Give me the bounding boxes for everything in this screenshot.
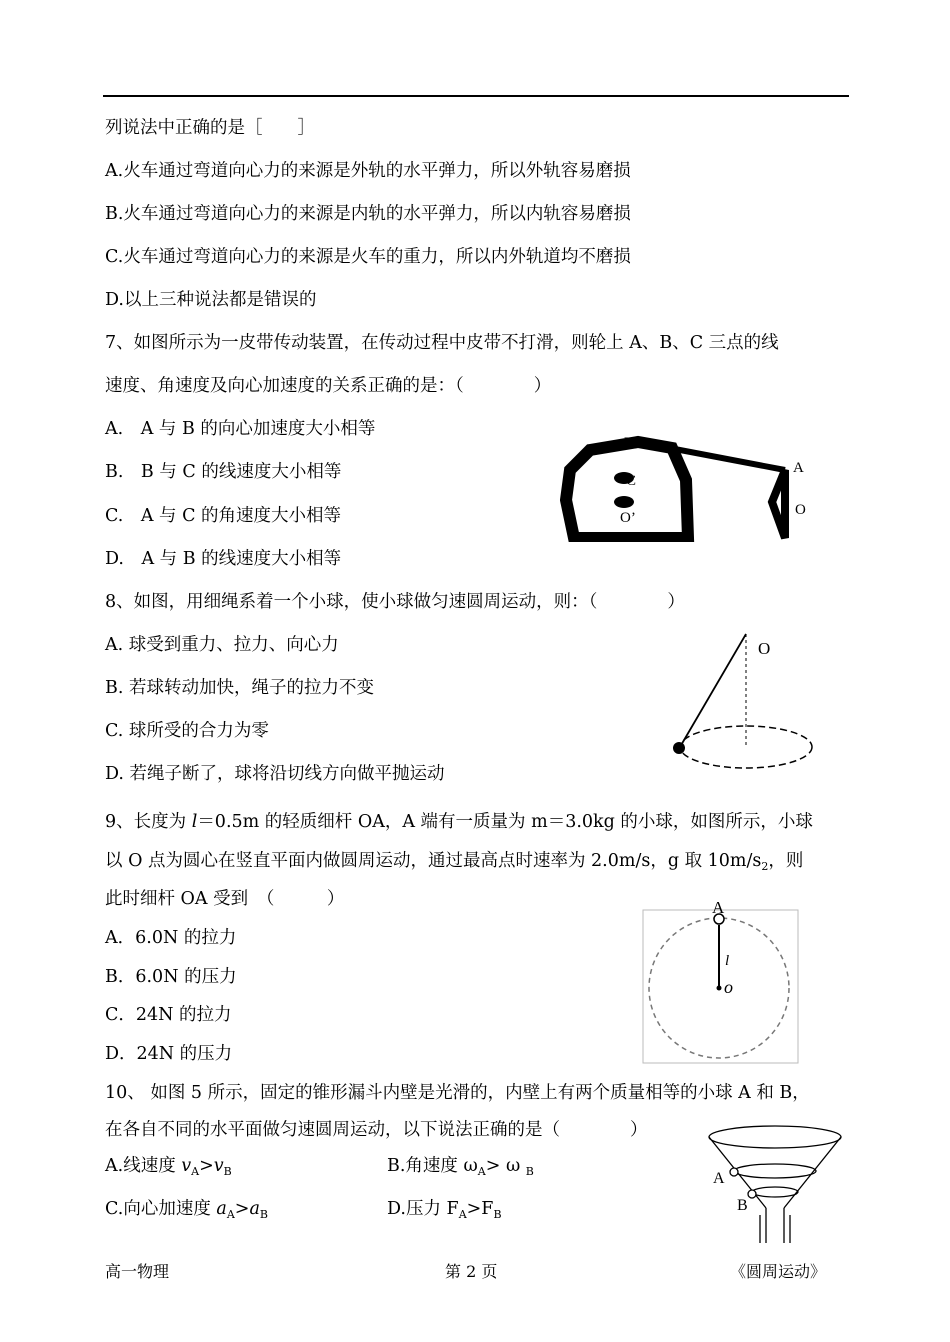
q10-option-b: B.角速度 $\omega_A> \omega$ $_B$ bbox=[387, 1156, 534, 1178]
q9-option-b: B．6.0N 的压力 bbox=[105, 967, 237, 987]
belt-label-b: B bbox=[624, 435, 635, 451]
rod-label-a: A bbox=[712, 898, 725, 917]
q9-stem-line3: 此时细杆 OA 受到 （ ） bbox=[105, 889, 345, 909]
q9-stem-line2: 以 O 点为圆心在竖直平面内做圆周运动，通过最高点时速率为 2.0m/s，g 取 $10m/s_2$，则 bbox=[105, 851, 804, 873]
footer-page-number: 第 2 页 bbox=[445, 1262, 498, 1281]
rod-label-l: l bbox=[725, 953, 730, 969]
q6-stem: 列说法中正确的是［ ］ bbox=[105, 118, 315, 138]
q8-stem: 8、如图，用细绳系着一个小球，使小球做匀速圆周运动，则：（ ） bbox=[105, 592, 685, 612]
q6-option-c: C.火车通过弯道向心力的来源是火车的重力，所以内外轨道均不磨损 bbox=[105, 247, 631, 267]
rod-label-o: o bbox=[724, 977, 733, 997]
header-rule bbox=[103, 95, 849, 97]
q10-option-c: C.向心加速度 $a_A>a_B$ bbox=[105, 1199, 268, 1221]
belt-label-a: A bbox=[793, 460, 804, 476]
q7-option-c: C. A 与 C 的角速度大小相等 bbox=[105, 506, 342, 526]
belt-drive-figure bbox=[560, 430, 820, 542]
funnel-figure bbox=[700, 1115, 845, 1245]
q9-stem-line1: 9、长度为 l＝0.5m 的轻质细杆 OA，A 端有一质量为 m＝3.0kg 的小球，如图所示，小球 bbox=[105, 812, 813, 832]
q7-stem-line1: 7、如图所示为一皮带传动装置，在传动过程中皮带不打滑，则轮上 A、B、C 三点的线 bbox=[105, 333, 779, 353]
conical-pendulum-figure bbox=[660, 630, 820, 775]
q10-stem-line1: 10、 如图 5 所示，固定的锥形漏斗内壁是光滑的，内壁上有两个质量相等的小球 A 和 B， bbox=[105, 1083, 810, 1103]
q8-option-c: C. 球所受的合力为零 bbox=[105, 721, 269, 741]
q6-option-a: A.火车通过弯道向心力的来源是外轨的水平弹力，所以外轨容易磨损 bbox=[105, 161, 631, 181]
q7-stem-line2: 速度、角速度及向心加速度的关系正确的是：（ ） bbox=[105, 376, 552, 396]
q8-option-b: B. 若球转动加快，绳子的拉力不变 bbox=[105, 678, 374, 698]
q10-option-a: A.线速度 $v_A>v_B$ bbox=[105, 1156, 232, 1178]
funnel-label-b: B bbox=[737, 1197, 748, 1214]
q9-option-d: D．24N 的压力 bbox=[105, 1044, 233, 1064]
footer-subject: 高一物理 bbox=[105, 1262, 170, 1281]
q8-option-a: A. 球受到重力、拉力、向心力 bbox=[105, 635, 339, 655]
belt-label-o: O bbox=[795, 502, 806, 518]
q10-stem-line2: 在各自不同的水平面做匀速圆周运动，以下说法正确的是（ ） bbox=[105, 1120, 648, 1140]
q9-option-c: C．24N 的拉力 bbox=[105, 1005, 232, 1025]
q9-option-a: A．6.0N 的拉力 bbox=[105, 928, 237, 948]
belt-label-o1: O’ bbox=[620, 510, 636, 526]
q7-option-b: B. B 与 C 的线速度大小相等 bbox=[105, 462, 342, 482]
footer-chapter: 《圆周运动》 bbox=[730, 1262, 827, 1281]
q7-option-a: A. A 与 B 的向心加速度大小相等 bbox=[105, 419, 376, 439]
rod-circle-figure bbox=[642, 897, 800, 1065]
q6-option-d: D.以上三种说法都是错误的 bbox=[105, 290, 317, 310]
q10-option-d: D.压力 $F_A>F_B$ bbox=[387, 1199, 502, 1221]
funnel-label-a: A bbox=[713, 1170, 725, 1187]
belt-label-c: C bbox=[626, 473, 637, 489]
q6-option-b: B.火车通过弯道向心力的来源是内轨的水平弹力，所以内轨容易磨损 bbox=[105, 204, 631, 224]
q7-option-d: D. A 与 B 的线速度大小相等 bbox=[105, 549, 342, 569]
q8-option-d: D. 若绳子断了，球将沿切线方向做平抛运动 bbox=[105, 764, 445, 784]
pendulum-label-o: O bbox=[758, 639, 771, 658]
